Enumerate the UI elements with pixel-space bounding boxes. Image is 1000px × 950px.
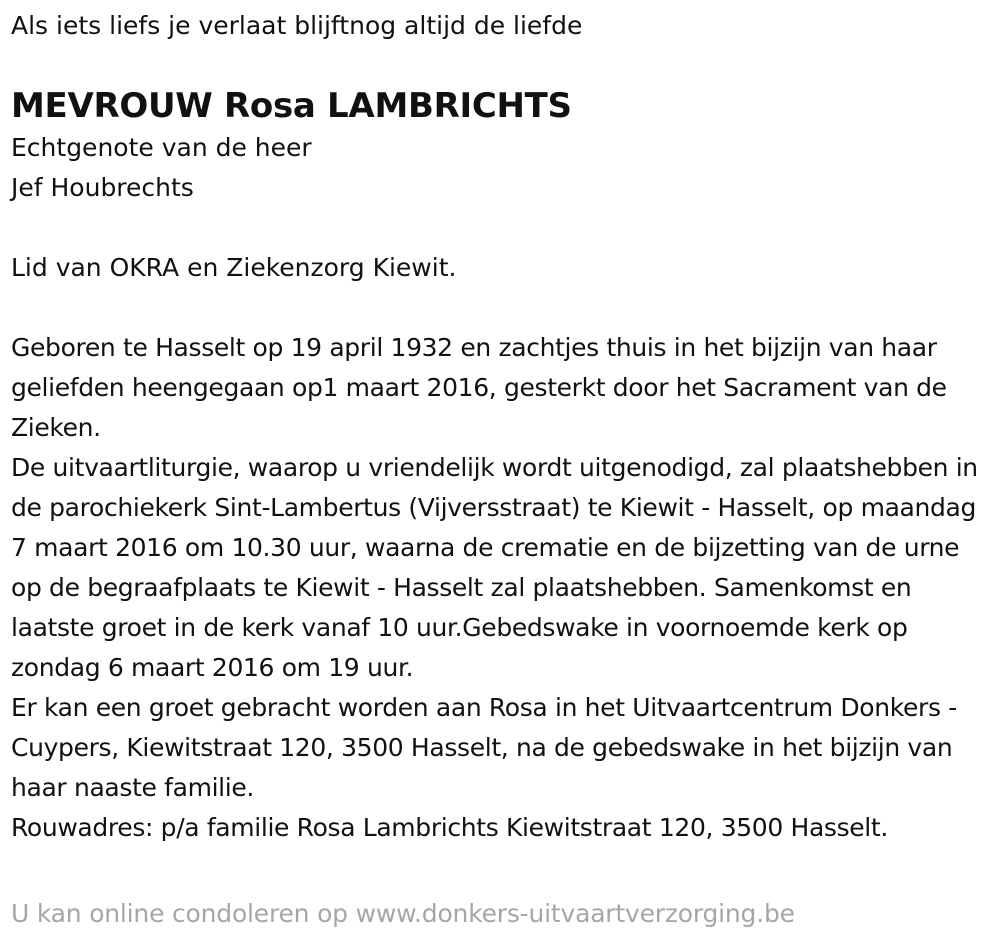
birth-death-paragraph: Geboren te Hasselt op 19 april 1932 en zachtjes thuis in het bijzijn van haar geliefden heengegaan op1 maart 2016, gesterkt door het Sacrament van de Zieken. xyxy=(11,333,947,442)
funeral-details-paragraph: De uitvaartliturgie, waarop u vriendelijk wordt uitgenodigd, zal plaatshebben in de parochiekerk Sint-Lambertus (Vijversstraat) te Kiewit - Hasselt, op maandag 7 maart 2016 om 10.30 uur, waarna de crematie en de bijzetting van de urne op de begraafplaats te Kiewit - Hasselt zal plaatshebben. Samenkomst en laatste groet in de kerk vanaf 10 uur.Gebedswake in voornoemde kerk op zondag 6 maart 2016 om 19 uur. xyxy=(11,453,978,682)
deceased-name: MEVROUW Rosa LAMBRICHTS xyxy=(11,86,572,126)
spouse-line-1: Echtgenote van de heer xyxy=(11,133,312,162)
spouse-line-2: Jef Houbrechts xyxy=(11,173,194,202)
mourning-address: Rouwadres: p/a familie Rosa Lambrichts Kiewitstraat 120, 3500 Hasselt. xyxy=(11,813,888,842)
membership-text: Lid van OKRA en Ziekenzorg Kiewit. xyxy=(11,253,457,282)
memorial-quote: Als iets liefs je verlaat blijftnog altijd de liefde xyxy=(11,11,583,40)
visitation-paragraph: Er kan een groet gebracht worden aan Rosa in het Uitvaartcentrum Donkers - Cuypers, Kiewitstraat 120, 3500 Hasselt, na de gebedswake in het bijzijn van haar naaste familie. xyxy=(11,693,957,802)
online-condolence-link[interactable]: U kan online condoleren op www.donkers-uitvaartverzorging.be xyxy=(11,899,795,928)
spacer xyxy=(11,288,1000,328)
spacer xyxy=(11,208,1000,248)
